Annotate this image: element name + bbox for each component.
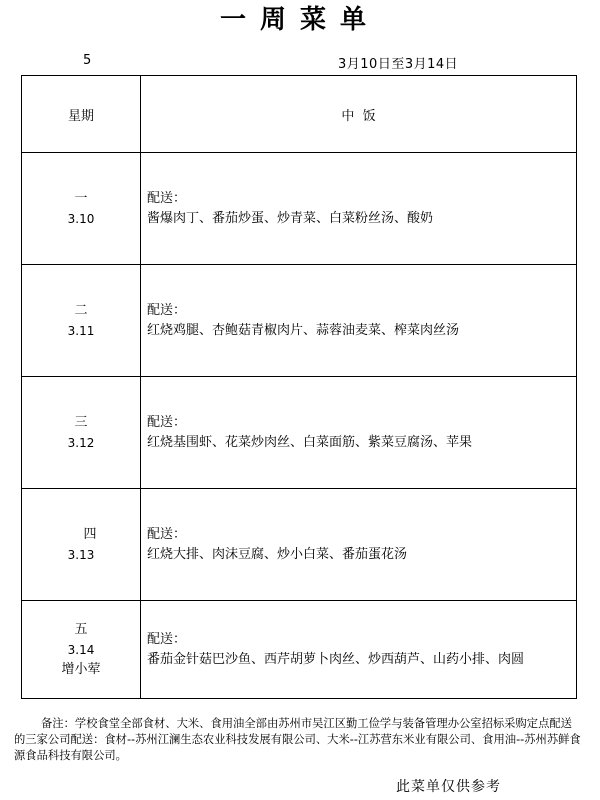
day-cell <box>22 377 141 489</box>
day-name: 四 <box>83 526 97 542</box>
date-range: 3月10日至3月14日 <box>338 57 459 72</box>
delivery-label: 配送： <box>147 414 187 430</box>
table-row <box>22 377 577 489</box>
header-day: 星期 <box>22 76 141 153</box>
dish-list: 红烧鸡腿、杏鲍菇青椒肉片、蒜蓉油麦菜、榨菜肉丝汤 <box>147 322 460 338</box>
delivery-label: 配送： <box>147 526 187 542</box>
day-cell <box>22 489 141 601</box>
delivery-label: 配送： <box>147 631 187 647</box>
day-cell <box>22 601 141 699</box>
dish-list: 酱爆肉丁、番茄炒蛋、炒青菜、白菜粉丝汤、酸奶 <box>147 210 434 226</box>
table-header-row <box>22 76 577 153</box>
header-lunch <box>141 76 577 153</box>
meal-cell <box>141 601 577 699</box>
dish-list: 番茄金针菇巴沙鱼、西芹胡萝卜肉丝、炒西葫芦、山药小排、肉圆 <box>147 651 525 667</box>
page-title: 一周菜单 <box>219 5 380 35</box>
dish-list: 红烧基围虾、花菜炒肉丝、白菜面筋、紫菜豆腐汤、苹果 <box>147 434 473 450</box>
day-date: 3.12 <box>67 435 95 450</box>
table-row <box>22 265 577 377</box>
table-row <box>22 489 577 601</box>
day-date: 3.13 <box>67 547 95 562</box>
delivery-label: 配送： <box>147 302 187 318</box>
meal-cell <box>141 153 577 265</box>
day-name: 三 <box>74 414 88 430</box>
day-date: 3.11 <box>67 323 95 338</box>
day-cell <box>22 153 141 265</box>
footer-disclaimer: 此菜单仅供参考 <box>396 779 501 795</box>
day-date: 3.14 <box>67 642 95 657</box>
day-name: 五 <box>74 621 88 637</box>
day-cell <box>22 265 141 377</box>
week-number: 5 <box>83 53 92 68</box>
note-text: 备注：学校食堂全部食材、大米、食用油全部由苏州市吴江区勤工俭学与装备管理办公室招标采购定点配送的三家公司配送：食材--苏州江澜生态农业科技发展有限公司、大米--江苏营东米业有限公司、食用油--苏州苏鲜食源食品科技有限公司。 <box>14 717 581 762</box>
menu-table <box>21 75 577 699</box>
dish-list: 红烧大排、肉沫豆腐、炒小白菜、番茄蛋花汤 <box>147 546 408 562</box>
day-name: 一 <box>74 190 88 206</box>
day-name: 二 <box>74 302 88 318</box>
meal-cell <box>141 265 577 377</box>
day-date: 3.10 <box>67 211 95 226</box>
day-extra: 增小荤 <box>61 661 101 677</box>
table-row <box>22 601 577 699</box>
table-row <box>22 153 577 265</box>
header-lunch-label: 中 饭 <box>341 108 376 124</box>
meal-cell <box>141 377 577 489</box>
delivery-label: 配送： <box>147 190 187 206</box>
meal-cell <box>141 489 577 601</box>
